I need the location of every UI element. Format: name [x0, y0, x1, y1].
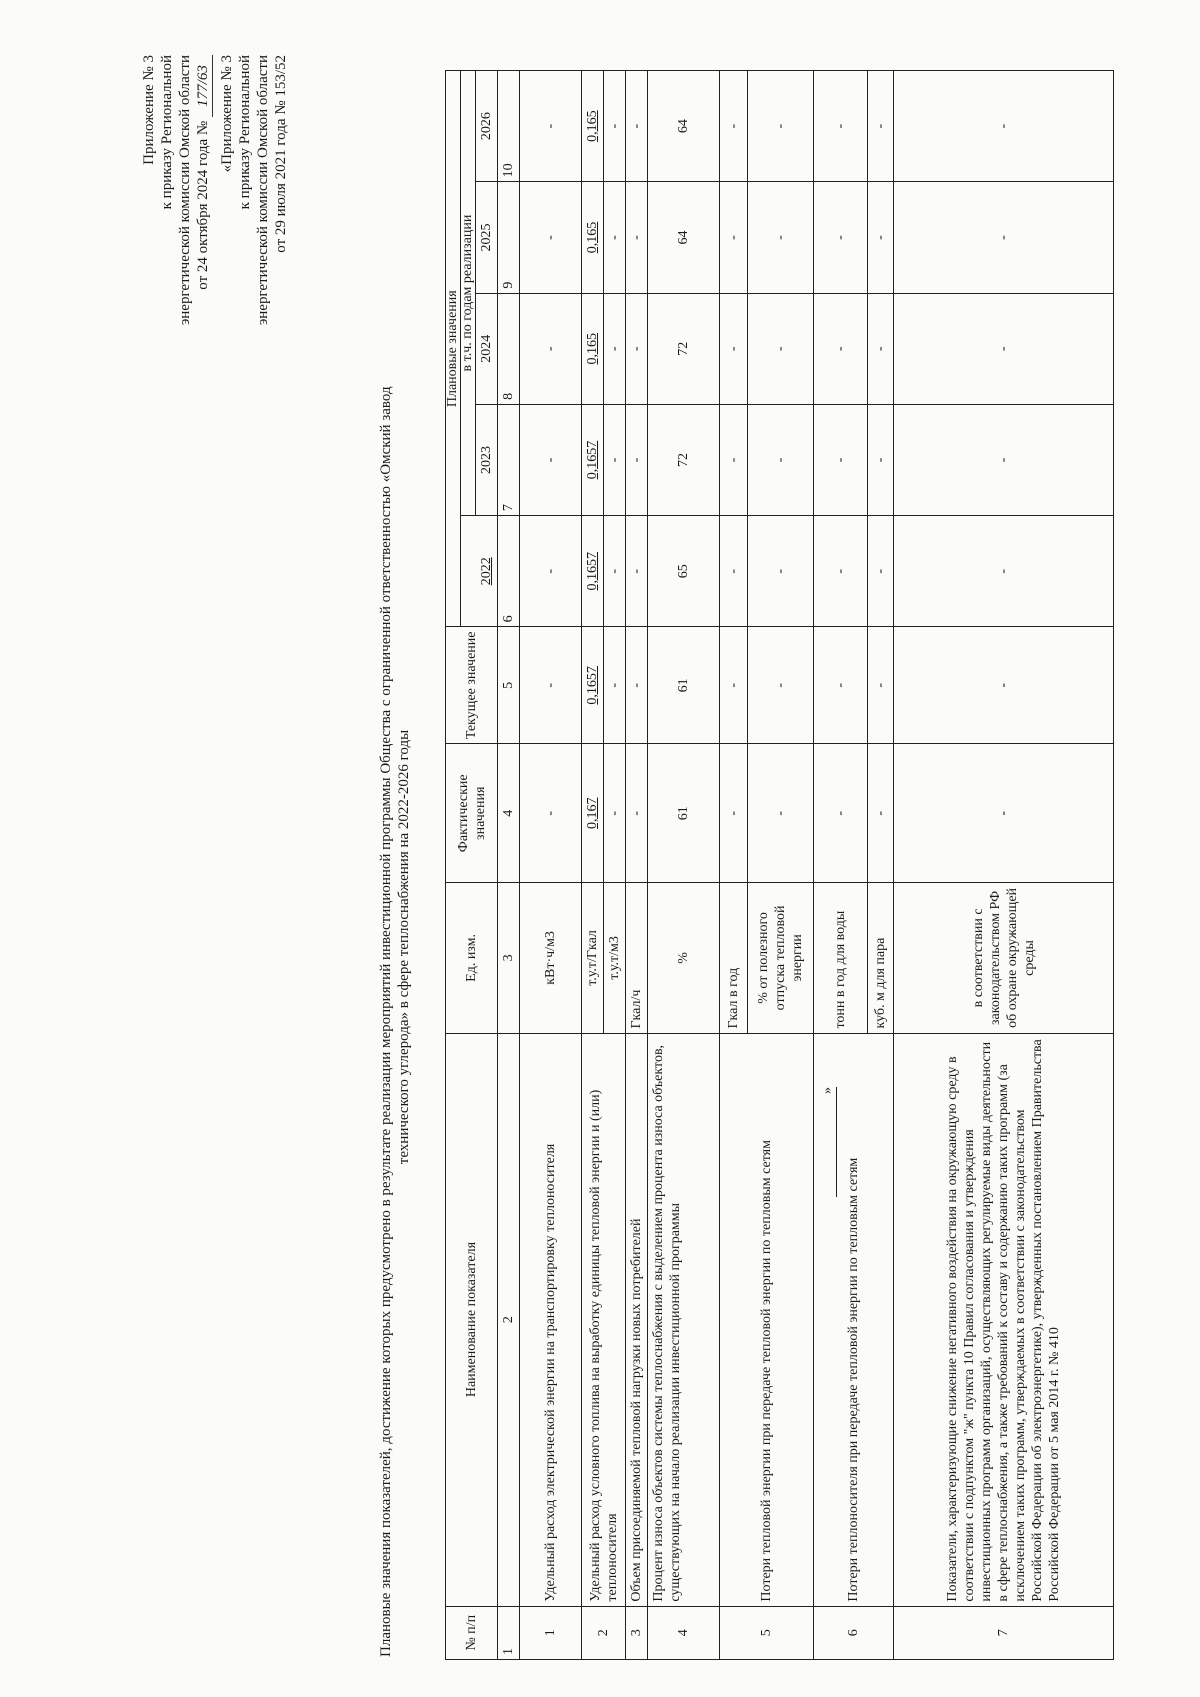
header-num: № п/п: [446, 1606, 498, 1659]
row-num: 4: [648, 1606, 720, 1659]
row-num: 1: [520, 1606, 582, 1659]
appendix-line: «Приложение № 3: [219, 55, 235, 173]
header-name: Наименование показателя: [446, 1033, 498, 1606]
header-year-2024: 2024: [476, 293, 498, 404]
header-year-2023: 2023: [476, 404, 498, 515]
row-unit: %: [648, 883, 720, 1033]
document-title: [377, 237, 413, 1657]
row-2022: -: [868, 516, 894, 627]
row-num: 5: [720, 1606, 814, 1659]
row-fact: -: [748, 744, 814, 883]
row-2022: -: [720, 516, 748, 627]
closing-quote-mark: »: [820, 1087, 835, 1094]
row-name: Процент износа объектов системы теплоснабжения с выделением процента износа объектов, существующих на начало реализации инвестиционной программы: [648, 1033, 720, 1606]
order-date-line: от 29 июля 2021 года № 153/52: [273, 55, 289, 253]
row-fact: 0,167: [582, 744, 604, 883]
row-2026: 0,165: [582, 71, 604, 182]
row-2024: -: [520, 293, 582, 404]
closing-quote-line: [820, 1087, 837, 1197]
table-row: [582, 71, 604, 1660]
colnum-7: 7: [498, 404, 520, 515]
column-numbers-row: [498, 71, 520, 1660]
row-2023: -: [720, 404, 748, 515]
commission-line: энергетической комиссии Омской области: [177, 55, 193, 326]
row-2024: -: [604, 293, 626, 404]
row-current: -: [894, 627, 1114, 744]
row-unit: Гкал в год: [720, 883, 748, 1033]
colnum-5: 5: [498, 627, 520, 744]
row-2022: 65: [648, 516, 720, 627]
row-unit: в соответствии с законодательством РФ об охране окружающей среды: [894, 883, 1114, 1033]
row-fact: -: [520, 744, 582, 883]
colnum-9: 9: [498, 182, 520, 293]
row-fact: 61: [648, 744, 720, 883]
row-2022: -: [626, 516, 648, 627]
appendix-header-current: [140, 55, 213, 325]
row-2024: -: [894, 293, 1114, 404]
header-year-2025: 2025: [476, 182, 498, 293]
row-2023: -: [604, 404, 626, 515]
row-2024: 0,165: [582, 293, 604, 404]
row-2024: -: [868, 293, 894, 404]
row-2024: 72: [648, 293, 720, 404]
row-name: Показатели, характеризующие снижение негативного воздействия на окружающую среду в соответствии с подпунктом "ж" пункта 10 Правил согласования и утверждения инвестиционных программ организаций, осуществляющих регулируемые виды деятельности в сфере теплоснабжения, а также требований к составу и содержанию таких программ (за исключением таких программ, утверждаемых в соответствии с законодательством Российской Федерации об электроэнергетике), утвержденных постановлением Правительства Российской Федерации от 5 мая 2014 г. № 410: [894, 1033, 1114, 1606]
appendix-header-previous: [218, 55, 290, 325]
row-2024: -: [720, 293, 748, 404]
row-fact: -: [720, 744, 748, 883]
row-current: -: [868, 627, 894, 744]
row-2023: 0,1657: [582, 404, 604, 515]
row-unit: т.у.т/Гкал: [582, 883, 604, 1033]
row-2023: -: [814, 404, 868, 515]
row-2022: -: [520, 516, 582, 627]
row-2025: -: [720, 182, 748, 293]
row-2024: -: [748, 293, 814, 404]
row-2024: -: [814, 293, 868, 404]
row-2025: 0,165: [582, 182, 604, 293]
colnum-4: 4: [498, 744, 520, 883]
row-fact: -: [894, 744, 1114, 883]
row-2022: -: [604, 516, 626, 627]
row-2022: -: [814, 516, 868, 627]
row-2025: -: [814, 182, 868, 293]
row-2026: -: [868, 71, 894, 182]
row-current: -: [748, 627, 814, 744]
row-2023: -: [626, 404, 648, 515]
row-2026: -: [520, 71, 582, 182]
row-2025: -: [604, 182, 626, 293]
row-2025: 64: [648, 182, 720, 293]
row-fact: -: [626, 744, 648, 883]
row-name: Потери теплоносителя при передаче тепловой энергии по тепловым сетям: [814, 1033, 894, 1606]
row-2026: -: [814, 71, 868, 182]
row-2025: -: [520, 182, 582, 293]
colnum-6: 6: [498, 516, 520, 627]
appendix-line: Приложение № 3: [141, 55, 157, 165]
row-current: -: [626, 627, 648, 744]
row-2022: 0,1657: [582, 516, 604, 627]
row-num: 3: [626, 1606, 648, 1659]
row-2026: -: [720, 71, 748, 182]
header-year-2026: 2026: [476, 71, 498, 182]
row-num: 2: [582, 1606, 626, 1659]
row-2026: 64: [648, 71, 720, 182]
row-2022: -: [748, 516, 814, 627]
table-row: [626, 71, 648, 1660]
header-fact: Фактические значения: [446, 744, 498, 883]
row-current: -: [814, 627, 868, 744]
header-plan-label: Плановые значения: [445, 290, 460, 408]
handwritten-order-number: 177/63: [194, 55, 213, 117]
order-line: к приказу Региональной: [159, 55, 175, 210]
row-fact: -: [604, 744, 626, 883]
row-fact: -: [868, 744, 894, 883]
row-2023: -: [520, 404, 582, 515]
order-date-line: [194, 55, 213, 325]
colnum-2: 2: [498, 1033, 520, 1606]
row-2026: -: [748, 71, 814, 182]
table-row: [648, 71, 720, 1660]
commission-line: энергетической комиссии Омской области: [255, 55, 271, 326]
row-unit: % от полезного отпуска тепловой энергии: [748, 883, 814, 1033]
row-unit: т.у.т/м3: [604, 883, 626, 1033]
row-unit: куб. м для пара: [868, 883, 894, 1033]
row-num: 6: [814, 1606, 894, 1659]
colnum-8: 8: [498, 293, 520, 404]
table-row: [814, 71, 868, 1660]
table-row: [520, 71, 582, 1660]
row-name: Объем присоединяемой тепловой нагрузки новых потребителей: [626, 1033, 648, 1606]
row-current: -: [520, 627, 582, 744]
row-2026: -: [604, 71, 626, 182]
row-2026: -: [894, 71, 1114, 182]
row-current: 0,1657: [582, 627, 604, 744]
table-row: [720, 71, 748, 1660]
colnum-10: 10: [498, 71, 520, 182]
table-row: [894, 71, 1114, 1660]
row-2026: -: [626, 71, 648, 182]
row-name: Удельный расход условного топлива на выработку единицы тепловой энергии и (или) теплоносителя: [582, 1033, 626, 1606]
row-2022: -: [894, 516, 1114, 627]
row-2023: -: [894, 404, 1114, 515]
row-unit: Гкал/ч: [626, 883, 648, 1033]
row-name: Удельный расход электрической энергии на транспортировку теплоносителя: [520, 1033, 582, 1606]
row-current: -: [720, 627, 748, 744]
year-label: 2022: [479, 557, 494, 586]
row-current: 61: [648, 627, 720, 744]
row-unit: тонн в год для воды: [814, 883, 868, 1033]
order-line: к приказу Региональной: [237, 55, 253, 210]
row-2025: -: [894, 182, 1114, 293]
row-num: 7: [894, 1606, 1114, 1659]
colnum-1: 1: [498, 1606, 520, 1659]
row-2024: -: [626, 293, 648, 404]
header-plan: [446, 71, 461, 627]
row-2023: 72: [648, 404, 720, 515]
header-current: Текущее значение: [446, 627, 498, 744]
row-unit: кВт·ч/м3: [520, 883, 582, 1033]
row-2025: -: [626, 182, 648, 293]
row-2023: -: [748, 404, 814, 515]
title-line-2: технического углерода» в сфере теплоснабжения на 2022-2026 годы: [396, 729, 412, 1165]
row-2023: -: [868, 404, 894, 515]
title-line-1: Плановые значения показателей, достижение которых предусмотрено в результате реализации мероприятий инвестиционной программы Общества с ограниченной ответственностью «Омский завод: [378, 386, 394, 1657]
indicators-table: [445, 70, 1114, 1660]
header-unit: Ед. изм.: [446, 883, 498, 1033]
row-fact: -: [814, 744, 868, 883]
header-plan-sub: в т.ч. по годам реализации: [461, 71, 476, 516]
order-date-prefix: от 24 октября 2024 года №: [195, 120, 211, 290]
row-current: -: [604, 627, 626, 744]
colnum-3: 3: [498, 883, 520, 1033]
row-name: Потери тепловой энергии при передаче тепловой энергии по тепловым сетям: [720, 1033, 814, 1606]
row-2025: -: [748, 182, 814, 293]
header-year-2022: [461, 516, 498, 627]
row-2025: -: [868, 182, 894, 293]
